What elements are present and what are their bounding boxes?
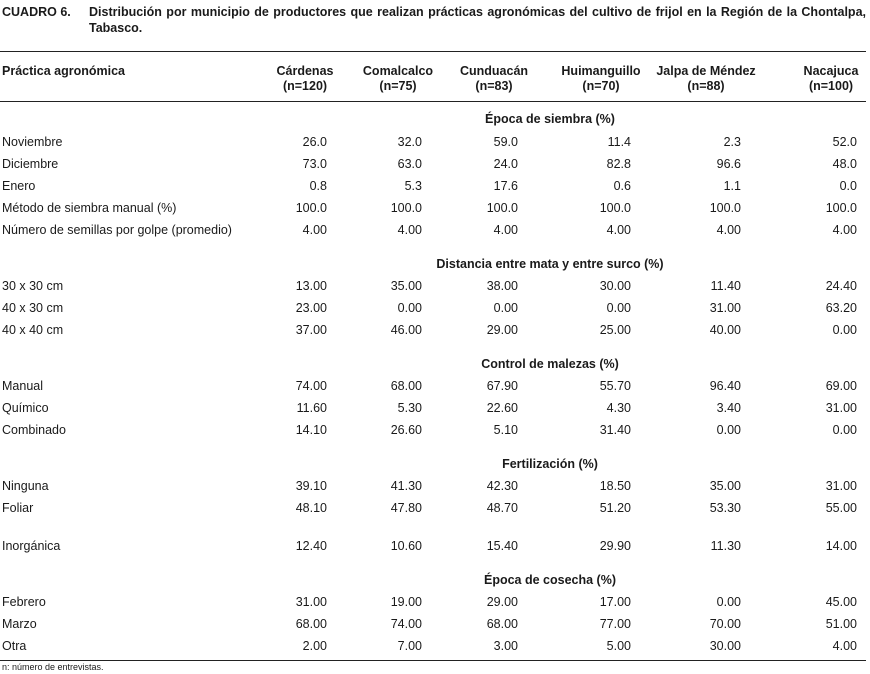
cell-value: 74.00 xyxy=(390,617,422,631)
cell-value: 4.00 xyxy=(606,223,631,237)
cell-value: 4.00 xyxy=(493,223,518,237)
cell-value: 0.00 xyxy=(716,423,741,437)
table-row xyxy=(0,157,866,175)
cell-value: 48.0 xyxy=(832,157,857,171)
table-row xyxy=(0,595,866,613)
header-col-6 xyxy=(771,64,870,94)
cell-value: 30.00 xyxy=(599,279,631,293)
cell-value: 74.00 xyxy=(295,379,327,393)
cell-value: 0.8 xyxy=(309,179,327,193)
cell-value: 31.00 xyxy=(825,401,857,415)
cell-value: 2.3 xyxy=(723,135,741,149)
cell-value: 1.1 xyxy=(723,179,741,193)
cell-value: 4.00 xyxy=(832,639,857,653)
row-label: Combinado xyxy=(2,423,66,437)
cell-value: 68.00 xyxy=(295,617,327,631)
row-label: Otra xyxy=(2,639,27,653)
cell-value: 18.50 xyxy=(599,479,631,493)
cell-value: 100.0 xyxy=(709,201,741,215)
cell-value: 31.00 xyxy=(709,301,741,315)
section-title: Época de cosecha (%) xyxy=(484,573,616,587)
cell-value: 77.00 xyxy=(599,617,631,631)
table-row xyxy=(0,323,866,341)
cell-value: 31.00 xyxy=(295,595,327,609)
top-rule xyxy=(0,51,866,52)
cell-value: 67.90 xyxy=(486,379,518,393)
header-rule xyxy=(0,101,866,102)
row-label: Noviembre xyxy=(2,135,63,149)
table-row xyxy=(0,201,866,219)
cell-value: 35.00 xyxy=(390,279,422,293)
cell-value: 0.6 xyxy=(613,179,631,193)
cell-value: 46.00 xyxy=(390,323,422,337)
cell-value: 0.0 xyxy=(839,179,857,193)
section-title: Época de siembra (%) xyxy=(485,112,615,126)
row-label: Inorgánica xyxy=(2,539,61,553)
caption-text: Distribución por municipio de productores que realizan prácticas agronómicas del cultivo de frijol en la Región de la Chontalpa, Tabasco. xyxy=(89,5,866,35)
cell-value: 59.0 xyxy=(493,135,518,149)
cell-value: 0.00 xyxy=(832,423,857,437)
header-col-count: (n=100) xyxy=(808,79,854,93)
row-label: Diciembre xyxy=(2,157,59,171)
header-col-name: Huimanguillo xyxy=(561,64,641,78)
table-row xyxy=(0,539,866,557)
bottom-rule xyxy=(0,660,866,661)
row-label: Manual xyxy=(2,379,43,393)
cell-value: 32.0 xyxy=(397,135,422,149)
cell-value: 5.00 xyxy=(606,639,631,653)
row-label: Número de semillas por golpe (promedio) xyxy=(2,223,232,237)
cell-value: 40.00 xyxy=(709,323,741,337)
row-label: 40 x 40 cm xyxy=(2,323,64,337)
cell-value: 11.60 xyxy=(296,401,327,415)
cell-value: 17.6 xyxy=(493,179,518,193)
footnote: n: número de entrevistas. xyxy=(2,662,104,672)
cell-value: 51.00 xyxy=(825,617,857,631)
cell-value: 24.40 xyxy=(825,279,857,293)
header-col-4 xyxy=(541,64,661,94)
cell-value: 0.00 xyxy=(832,323,857,337)
cell-value: 5.3 xyxy=(404,179,422,193)
cell-value: 69.00 xyxy=(825,379,857,393)
cell-value: 38.00 xyxy=(486,279,518,293)
cell-value: 68.00 xyxy=(486,617,518,631)
cell-value: 47.80 xyxy=(390,501,422,515)
cell-value: 4.00 xyxy=(397,223,422,237)
cell-value: 10.60 xyxy=(390,539,422,553)
cell-value: 0.00 xyxy=(397,301,422,315)
table-row xyxy=(0,223,866,241)
cell-value: 68.00 xyxy=(390,379,422,393)
table-row xyxy=(0,179,866,197)
cell-value: 12.40 xyxy=(295,539,327,553)
cell-value: 100.0 xyxy=(295,201,327,215)
cell-value: 41.30 xyxy=(390,479,422,493)
cell-value: 4.00 xyxy=(302,223,327,237)
cell-value: 26.0 xyxy=(302,135,327,149)
cell-value: 3.40 xyxy=(716,401,741,415)
table-row xyxy=(0,301,866,319)
section-title: Distancia entre mata y entre surco (%) xyxy=(436,257,664,271)
cell-value: 14.10 xyxy=(295,423,327,437)
cell-value: 22.60 xyxy=(486,401,518,415)
cell-value: 100.0 xyxy=(599,201,631,215)
header-col-3 xyxy=(434,64,554,94)
cell-value: 53.30 xyxy=(709,501,741,515)
table-row xyxy=(0,617,866,635)
cell-value: 39.10 xyxy=(295,479,327,493)
caption-label: CUADRO 6. xyxy=(2,5,71,19)
cell-value: 30.00 xyxy=(709,639,741,653)
cell-value: 48.10 xyxy=(295,501,327,515)
cell-value: 2.00 xyxy=(302,639,327,653)
cell-value: 63.20 xyxy=(825,301,857,315)
cell-value: 13.00 xyxy=(295,279,327,293)
cell-value: 29.00 xyxy=(486,595,518,609)
row-label: Químico xyxy=(2,401,49,415)
cell-value: 4.00 xyxy=(716,223,741,237)
cell-value: 23.00 xyxy=(295,301,327,315)
table-row xyxy=(0,639,866,657)
cell-value: 3.00 xyxy=(493,639,518,653)
table-row xyxy=(0,379,866,397)
cell-value: 42.30 xyxy=(486,479,518,493)
cell-value: 96.40 xyxy=(709,379,741,393)
row-label: 30 x 30 cm xyxy=(2,279,64,293)
table-row xyxy=(0,135,866,153)
cell-value: 100.0 xyxy=(390,201,422,215)
cell-value: 19.00 xyxy=(390,595,422,609)
cell-value: 31.40 xyxy=(599,423,631,437)
header-col-count: (n=75) xyxy=(379,79,417,93)
table-row xyxy=(0,423,866,441)
cell-value: 48.70 xyxy=(486,501,518,515)
cell-value: 51.20 xyxy=(599,501,631,515)
cell-value: 70.00 xyxy=(709,617,741,631)
cell-value: 52.0 xyxy=(832,135,857,149)
header-col-name: Cunduacán xyxy=(459,64,529,78)
cell-value: 73.0 xyxy=(302,157,327,171)
row-label: Enero xyxy=(2,179,36,193)
cell-value: 63.0 xyxy=(397,157,422,171)
cell-value: 31.00 xyxy=(825,479,857,493)
header-col-name: Nacajuca xyxy=(803,64,859,78)
cell-value: 17.00 xyxy=(599,595,631,609)
header-col-name: Jalpa de Méndez xyxy=(656,64,756,78)
row-label: Marzo xyxy=(2,617,37,631)
cell-value: 0.00 xyxy=(493,301,518,315)
cell-value: 4.30 xyxy=(606,401,631,415)
row-label: Foliar xyxy=(2,501,34,515)
section-title: Fertilización (%) xyxy=(502,457,598,471)
cell-value: 15.40 xyxy=(486,539,518,553)
cell-value: 35.00 xyxy=(709,479,741,493)
cell-value: 7.00 xyxy=(397,639,422,653)
section-title: Control de malezas (%) xyxy=(481,357,619,371)
cell-value: 29.00 xyxy=(486,323,518,337)
cell-value: 11.40 xyxy=(710,279,741,293)
cell-value: 24.0 xyxy=(493,157,518,171)
table-row xyxy=(0,279,866,297)
cell-value: 100.0 xyxy=(486,201,518,215)
table-row xyxy=(0,401,866,419)
row-label: Febrero xyxy=(2,595,46,609)
cell-value: 55.70 xyxy=(599,379,631,393)
header-col-name: Cárdenas xyxy=(276,64,334,78)
cell-value: 0.00 xyxy=(716,595,741,609)
cell-value: 14.00 xyxy=(825,539,857,553)
row-label: Ninguna xyxy=(2,479,49,493)
cell-value: 100.0 xyxy=(825,201,857,215)
cell-value: 96.6 xyxy=(716,157,741,171)
cell-value: 5.30 xyxy=(397,401,422,415)
cell-value: 0.00 xyxy=(606,301,631,315)
header-col-name: Comalcalco xyxy=(362,64,434,78)
table-row xyxy=(0,479,866,497)
cell-value: 55.00 xyxy=(825,501,857,515)
row-label: 40 x 30 cm xyxy=(2,301,64,315)
table-row xyxy=(0,501,866,519)
cell-value: 25.00 xyxy=(599,323,631,337)
cell-value: 5.10 xyxy=(493,423,518,437)
cell-value: 4.00 xyxy=(832,223,857,237)
cell-value: 82.8 xyxy=(606,157,631,171)
cell-value: 29.90 xyxy=(599,539,631,553)
table-caption xyxy=(2,4,866,36)
header-col-count: (n=88) xyxy=(687,79,725,93)
header-practice: Práctica agronómica xyxy=(2,64,125,78)
cell-value: 45.00 xyxy=(825,595,857,609)
header-col-5 xyxy=(646,64,766,94)
header-col-count: (n=70) xyxy=(582,79,620,93)
cell-value: 11.4 xyxy=(607,135,631,149)
cell-value: 37.00 xyxy=(295,323,327,337)
row-label: Método de siembra manual (%) xyxy=(2,201,177,215)
header-col-count: (n=120) xyxy=(282,79,328,93)
cell-value: 26.60 xyxy=(390,423,422,437)
cell-value: 11.30 xyxy=(710,539,741,553)
header-col-count: (n=83) xyxy=(475,79,513,93)
